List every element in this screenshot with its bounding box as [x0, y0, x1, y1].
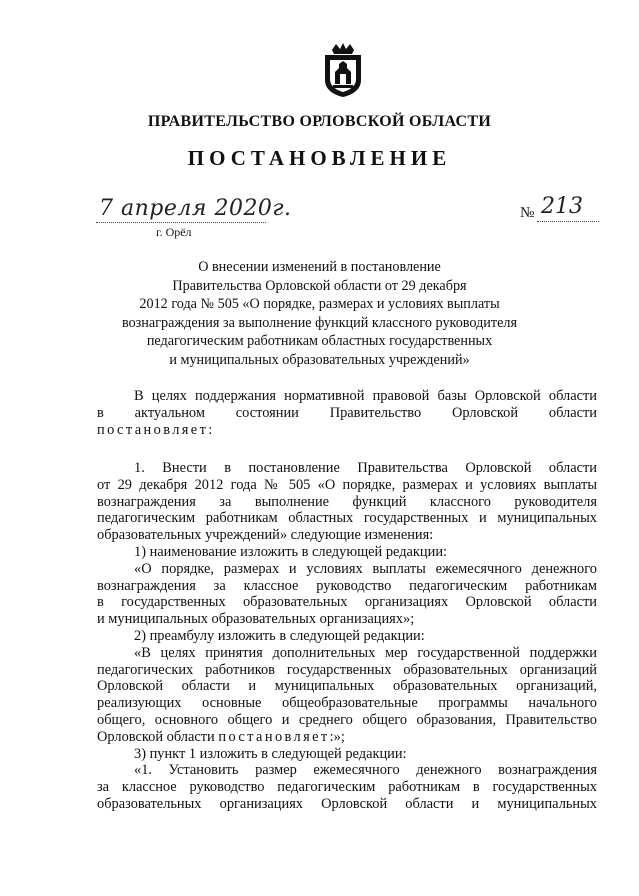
- title-line: и муниципальных образовательных учреждений»: [169, 351, 470, 368]
- text-line: постановляет:: [97, 421, 215, 438]
- text-line: педагогическим работникам областных государственных и муниципальных: [97, 510, 597, 527]
- text-line: образовательных учреждений» следующие изменения:: [97, 527, 434, 544]
- title-line: 2012 года № 505 «О порядке, размерах и условиях выплаты: [139, 296, 500, 313]
- text-line: «1. Установить размер ежемесячного денежного вознаграждения: [134, 762, 597, 779]
- text-line: [97, 729, 597, 746]
- list-item: 3) пункт 1 изложить в следующей редакции:: [134, 745, 407, 762]
- text-line: общего, основного общего и среднего общего образования, Правительство: [97, 711, 597, 728]
- text-line: Орловской области и муниципальных образовательных организаций,: [97, 678, 597, 695]
- preamble: [97, 388, 597, 438]
- government-name: ПРАВИТЕЛЬСТВО ОРЛОВСКОЙ ОБЛАСТИ: [147, 113, 492, 130]
- text-line: в актуальном состоянии Правительство Орловской области: [97, 404, 597, 421]
- document-title: [90, 258, 549, 370]
- date-handwritten: 7 апреля 2020г.: [99, 196, 292, 221]
- text-fragment: :»;: [329, 728, 345, 745]
- text-line: В целях поддержания нормативной правовой базы Орловской области: [134, 388, 597, 404]
- text-fragment: Орловской области: [97, 728, 219, 745]
- text-line: «В целях принятия дополнительных мер государственной поддержки: [134, 644, 597, 661]
- text-line: реализующих основные общеобразовательные программы начального: [97, 695, 597, 712]
- number-label: №: [520, 205, 535, 221]
- text-line: образовательных организациях Орловской области и муниципальных: [97, 795, 597, 812]
- text-line: «О порядке, размерах и условиях выплаты ежемесячного денежного: [134, 560, 597, 577]
- text-line: вознаграждения за классное руководство педагогическим работникам: [97, 577, 597, 594]
- text-line: педагогических работников государственных образовательных организаций: [97, 661, 597, 678]
- document-type: ПОСТАНОВЛЕНИЕ: [187, 146, 452, 170]
- city: г. Орёл: [156, 225, 192, 239]
- text-line: и муниципальных образовательных организациях»;: [97, 611, 415, 628]
- number-underline: [537, 221, 599, 222]
- text-fragment-spaced: постановляет: [218, 728, 330, 745]
- date-underline: [96, 222, 266, 223]
- title-line: педагогическим работникам областных государственных: [146, 333, 493, 350]
- number-handwritten: 213: [541, 194, 583, 219]
- title-line: Правительства Орловской области от 29 декабря: [172, 277, 467, 294]
- text-line: 1. Внести в постановление Правительства Орловской области: [134, 460, 597, 476]
- text-line: за классное руководство педагогическим работникам в государственных: [97, 779, 597, 796]
- coat-of-arms-icon: [318, 42, 368, 98]
- text-line: в государственных образовательных организациях Орловской области: [97, 594, 597, 611]
- main-body: [97, 460, 597, 813]
- text-line: от 29 декабря 2012 года № 505 «О порядке, размерах и условиях выплаты: [97, 476, 597, 493]
- text-line: вознаграждения за выполнение функций классного руководителя: [97, 493, 597, 510]
- list-item: 1) наименование изложить в следующей редакции:: [134, 543, 448, 560]
- list-item: 2) преамбулу изложить в следующей редакции:: [134, 627, 425, 644]
- title-line: вознаграждения за выполнение функций классного руководителя: [121, 314, 518, 331]
- title-line: О внесении изменений в постановление: [198, 259, 441, 275]
